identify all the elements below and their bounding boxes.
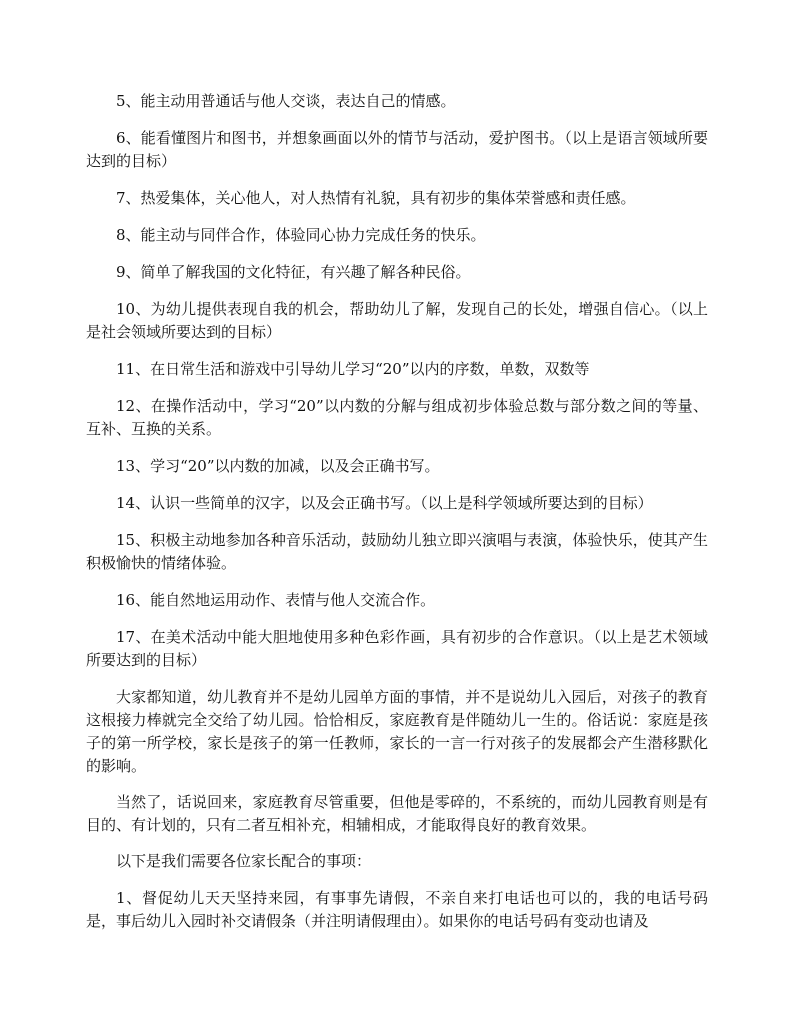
paragraph-goal-8: 8、能主动与同伴合作，体验同心协力完成任务的快乐。	[116, 226, 486, 244]
paragraph-goal-14: 14、认识一些简单的汉字，以及会正确书写。（以上是科学领域所要达到的目标）	[116, 494, 653, 512]
document-page	[86, 90, 708, 947]
paragraph-cooperation: 当然了，话说回来，家庭教育尽管重要，但他是零碎的，不系统的，而幼儿园教育则是有目的、有计划的，只有二者互相补充，相辅相成，才能取得良好的教育效果。	[86, 793, 708, 834]
paragraph-parent-notes-intro: 以下是我们需要各位家长配合的事项：	[116, 852, 372, 870]
paragraph-family-education: 大家都知道，幼儿教育并不是幼儿园单方面的事情，并不是说幼儿入园后，对孩子的教育这根接力棒就完全交给了幼儿园。恰恰相反，家庭教育是伴随幼儿一生的。俗话说：家庭是孩子的第一所学校，家长是孩子的第一任教师，家长的一言一行对孩子的发展都会产生潜移默化的影响。	[86, 688, 708, 775]
paragraph-parent-note-1: 1、督促幼儿天天坚持来园，有事事先请假，不亲自来打电话也可以的，我的电话号码是，事后幼儿入园时补交请假条（并注明请假理由）。如果你的电话号码有变动也请及	[86, 889, 708, 930]
paragraph-goal-13: 13、学习“20”以内数的加减，以及会正确书写。	[116, 457, 440, 475]
paragraph-goal-11: 11、在日常生活和游戏中引导幼儿学习“20”以内的序数，单数，双数等	[116, 360, 590, 378]
paragraph-goal-10: 10、为幼儿提供表现自我的机会，帮助幼儿了解，发现自己的长处，增强自信心。（以上是社会领域所要达到的目标）	[86, 300, 708, 341]
paragraph-goal-12: 12、在操作活动中，学习“20”以内数的分解与组成初步体验总数与部分数之间的等量、互补、互换的关系。	[86, 397, 708, 438]
paragraph-goal-6: 6、能看懂图片和图书，并想象画面以外的情节与活动，爱护图书。（以上是语言领域所要达到的目标）	[86, 129, 708, 170]
paragraph-goal-15: 15、积极主动地参加各种音乐活动，鼓励幼儿独立即兴演唱与表演，体验快乐，使其产生积极愉快的情绪体验。	[86, 531, 708, 572]
paragraph-goal-9: 9、简单了解我国的文化特征，有兴趣了解各种民俗。	[116, 263, 471, 281]
paragraph-goal-17: 17、在美术活动中能大胆地使用多种色彩作画，具有初步的合作意识。（以上是艺术领域所要达到的目标）	[86, 628, 708, 669]
paragraph-goal-7: 7、热爱集体，关心他人，对人热情有礼貌，具有初步的集体荣誉感和责任感。	[116, 189, 636, 207]
paragraph-goal-5: 5、能主动用普通话与他人交谈，表达自己的情感。	[116, 92, 456, 110]
paragraph-goal-16: 16、能自然地运用动作、表情与他人交流合作。	[116, 591, 436, 609]
